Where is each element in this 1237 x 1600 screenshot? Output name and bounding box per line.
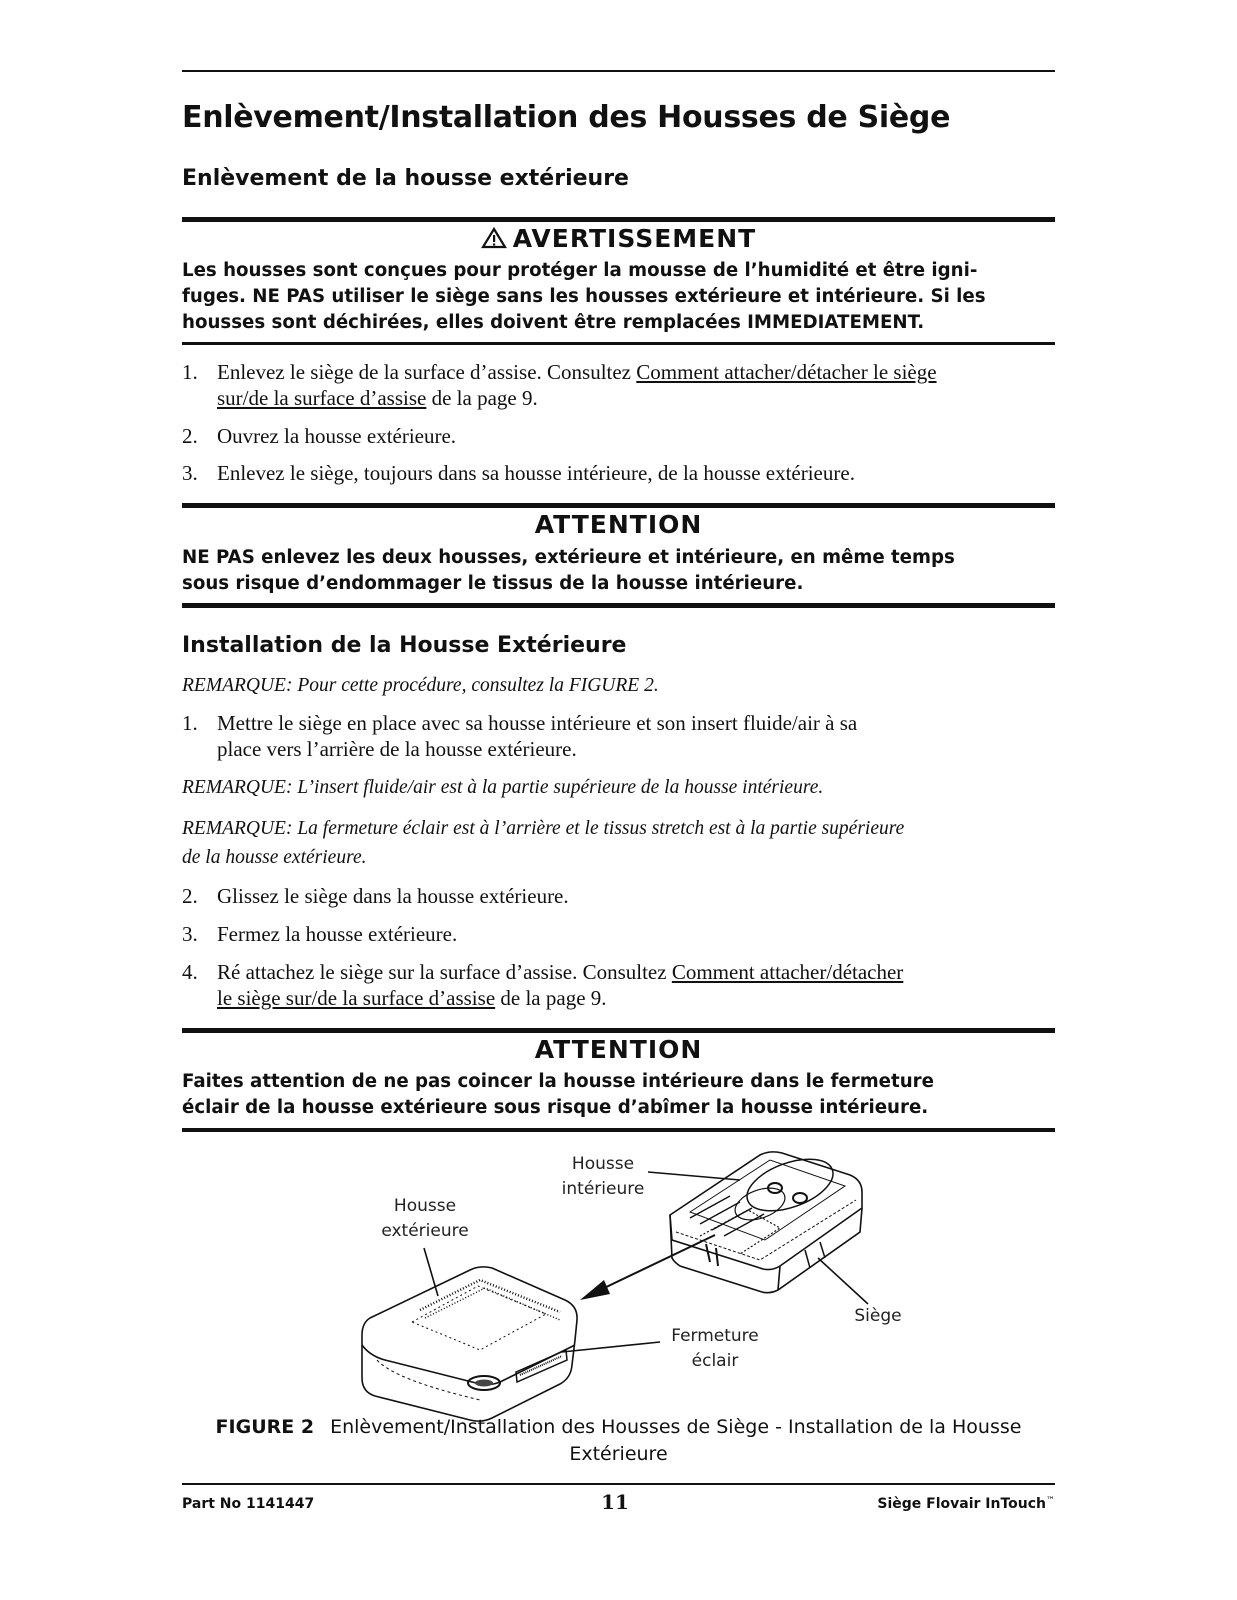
label-line: Housse xyxy=(571,1154,635,1174)
step-number: 4. xyxy=(182,960,198,984)
warning-title-text: AVERTISSEMENT xyxy=(512,224,757,253)
label-line: intérieure xyxy=(561,1179,645,1199)
attention-line: NE PAS enlevez les deux housses, extérieure et intérieure, en même temps xyxy=(182,547,955,568)
note-insert: REMARQUE: L’insert fluide/air est à la partie supérieure de la housse intérieure. xyxy=(182,777,824,798)
page-title: Enlèvement/Installation des Housses de Siège xyxy=(182,100,951,135)
label-zipper xyxy=(660,1324,770,1374)
link-text[interactable]: le siège sur/de la surface d’assise xyxy=(217,986,496,1010)
warning-line: Les housses sont conçues pour protéger la mousse de l’humidité et être igni- xyxy=(182,260,978,281)
figure-label: FIGURE 2 xyxy=(215,1416,315,1438)
step-text: de la page 9. xyxy=(495,986,607,1010)
footer-product-name xyxy=(877,1496,1055,1512)
step-text: Ré attachez le siège sur la surface d’assise. Consultez xyxy=(217,960,672,984)
footer-part-number: Part No 1141447 xyxy=(182,1496,315,1512)
attention-line: éclair de la housse extérieure sous risque d’abîmer la housse intérieure. xyxy=(182,1097,929,1118)
label-line: éclair xyxy=(691,1351,739,1371)
label-line: extérieure xyxy=(381,1221,469,1241)
attention-2-title: ATTENTION xyxy=(534,1035,703,1064)
outer-cover-drawing xyxy=(362,1267,577,1421)
step-text: Enlevez le siège, toujours dans sa housse intérieure, de la housse extérieure. xyxy=(217,461,855,485)
caption-text: Enlèvement/Installation des Housses de Siège - Installation de la Housse xyxy=(330,1416,1022,1438)
note-figure-reference: REMARQUE: Pour cette procédure, consultez la FIGURE 2. xyxy=(182,675,659,696)
warning-line: housses sont déchirées, elles doivent être remplacées IMMEDIATEMENT. xyxy=(182,312,925,333)
step-text: Mettre le siège en place avec sa housse intérieure et son insert fluide/air à sa xyxy=(217,711,858,735)
step-number: 1. xyxy=(182,360,198,384)
step-number: 3. xyxy=(182,461,198,485)
label-line: Housse xyxy=(393,1196,457,1216)
step-number: 2. xyxy=(182,884,198,908)
link-text[interactable]: Comment attacher/détacher xyxy=(671,960,904,984)
attention-line: Faites attention de ne pas coincer la housse intérieure dans le fermeture xyxy=(182,1071,934,1092)
step-text: Enlevez le siège de la surface d’assise. Consultez xyxy=(217,360,637,384)
step-number: 2. xyxy=(182,424,198,448)
link-text[interactable]: sur/de la surface d’assise xyxy=(217,386,427,410)
warning-line: fuges. NE PAS utiliser le siège sans les housses extérieure et intérieure. Si les xyxy=(182,286,986,307)
note-line: de la housse extérieure. xyxy=(182,847,367,868)
label-outer-cover xyxy=(370,1194,480,1244)
figure-caption xyxy=(182,1414,1055,1468)
product-name: Siège Flovair InTouch xyxy=(877,1496,1046,1512)
step-number: 1. xyxy=(182,711,198,735)
caption-text: Extérieure xyxy=(569,1443,668,1465)
attention-line: sous risque d’endommager le tissus de la housse intérieure. xyxy=(182,573,804,594)
footer-rule xyxy=(182,1483,1055,1485)
section-heading-installation: Installation de la Housse Extérieure xyxy=(182,633,627,658)
link-text[interactable]: Comment attacher/détacher le siège xyxy=(636,360,937,384)
footer-page-number: 11 xyxy=(601,1490,629,1514)
attention-1-title: ATTENTION xyxy=(534,510,703,539)
label-line: Fermeture xyxy=(671,1326,759,1346)
trademark-symbol: ™ xyxy=(1046,1496,1055,1506)
insertion-arrow xyxy=(580,1235,715,1300)
step-text: Glissez le siège dans la housse extérieure. xyxy=(217,884,569,908)
step-text: de la page 9. xyxy=(426,386,538,410)
step-number: 3. xyxy=(182,922,198,946)
label-inner-cover xyxy=(548,1152,658,1202)
note-line: REMARQUE: La fermeture éclair est à l’arrière et le tissus stretch est à la partie supérieure xyxy=(182,818,905,839)
step-text: place vers l’arrière de la housse extérieure. xyxy=(217,737,577,761)
step-text: Fermez la housse extérieure. xyxy=(217,922,458,946)
section-heading-removal: Enlèvement de la housse extérieure xyxy=(182,166,629,191)
label-seat: Siège xyxy=(854,1306,902,1326)
step-text: Ouvrez la housse extérieure. xyxy=(217,424,457,448)
